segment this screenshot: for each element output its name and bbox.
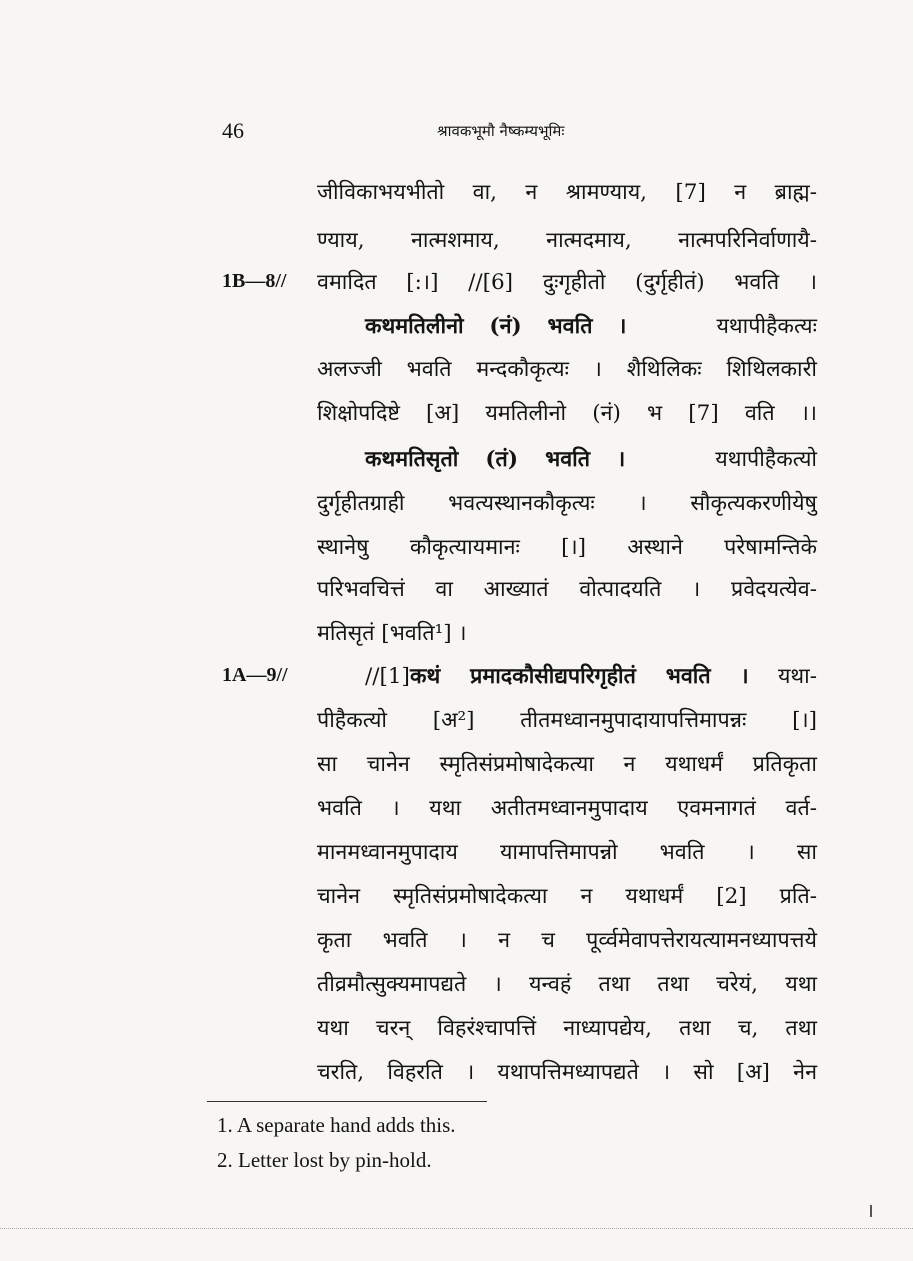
text-line: भवति । यथा अतीतमध्वानमुपादाय एवमनागतं वर्त- (317, 796, 817, 821)
text-span: यथापीहैकत्यः (716, 314, 817, 339)
margin-ref: 1B—8// (222, 270, 287, 292)
margin-ref: 1A—9// (222, 664, 288, 686)
text-line: ण्याय, नात्मशमाय, नात्मदमाय, नात्मपरिनिर्वाणायै- (317, 228, 817, 253)
text-line: चरति, विहरति । यथापत्तिमध्यापद्यते । सो [अ] नेन (317, 1060, 817, 1085)
text-line: स्थानेषु कौकृत्यायमानः [।] अस्थाने परेषामन्तिके (317, 535, 817, 560)
paragraph-heading-line (365, 312, 817, 342)
scan-mark (870, 1205, 872, 1217)
text-span: यथा- (777, 664, 817, 689)
text-line: जीविकाभयभीतो वा, न श्रामण्याय, [7] न ब्राह्म- (317, 180, 817, 205)
text-span: //[1] (365, 664, 410, 689)
text-line: कृता भवति । न च पूर्व्वमेवापत्तेरायत्यामनध्यापत्तये (317, 928, 817, 953)
scan-edge (0, 1228, 913, 1229)
text-line: पीहैकत्यो [अ²] तीतमध्वानमुपादायापत्तिमापन्नः [।] (317, 708, 817, 733)
text-line: सा चानेन स्मृतिसंप्रमोषादेकत्या न यथाधर्मं प्रतिकृता (317, 752, 817, 777)
text-line: दुर्गृहीतग्राही भवत्यस्थानकौकृत्यः । सौकृत्यकरणीयेषु (317, 491, 817, 516)
text-line: परिभवचित्तं वा आख्यातं वोत्पादयति । प्रवेदयत्येव- (317, 577, 817, 602)
text-line: शिक्षोपदिष्टे [अ] यमतिलीनो (नं) भ [7] वति ।। (317, 401, 817, 426)
text-line: चानेन स्मृतिसंप्रमोषादेकत्या न यथाधर्मं [2] प्रति- (317, 884, 817, 909)
text-line: वमादित [:।] //[6] दुःगृहीतो (दुर्गृहीतं) भवति । (317, 270, 817, 295)
footnote-separator (207, 1101, 487, 1102)
text-line: यथा चरन् विहरंश्चापत्तिं नाध्यापद्येय, तथा च, तथा (317, 1016, 817, 1041)
footnote: 2. Letter lost by pin-hold. (217, 1148, 432, 1172)
running-header: श्रावकभूमौ नैष्कम्यभूमिः (437, 122, 565, 140)
text-line: मतिसृतं [भवति¹] । (317, 621, 467, 646)
paragraph-heading-line (365, 662, 817, 692)
text-line: मानमध्वानमुपादाय यामापत्तिमापन्नो भवति । सा (317, 840, 817, 865)
paragraph-heading-line (365, 445, 817, 475)
page-number: 46 (222, 118, 244, 143)
text-line: अलज्जी भवति मन्दकौकृत्यः । शैथिलिकः शिथिलकारी (317, 357, 817, 382)
paragraph-heading: कथमतिलीनो (नं) भवति । (365, 314, 627, 339)
text-line: तीव्रमौत्सुक्यमापद्यते । यन्वहं तथा तथा चरेयं, यथा (317, 972, 817, 997)
text-span: यथापीहैकत्यो (715, 447, 817, 472)
paragraph-heading: कथमतिसृतो (तं) भवति । (365, 447, 626, 472)
footnote: 1. A separate hand adds this. (217, 1113, 456, 1137)
paragraph-heading: कथं प्रमादकौसीद्यपरिगृहीतं भवति । (409, 664, 749, 689)
